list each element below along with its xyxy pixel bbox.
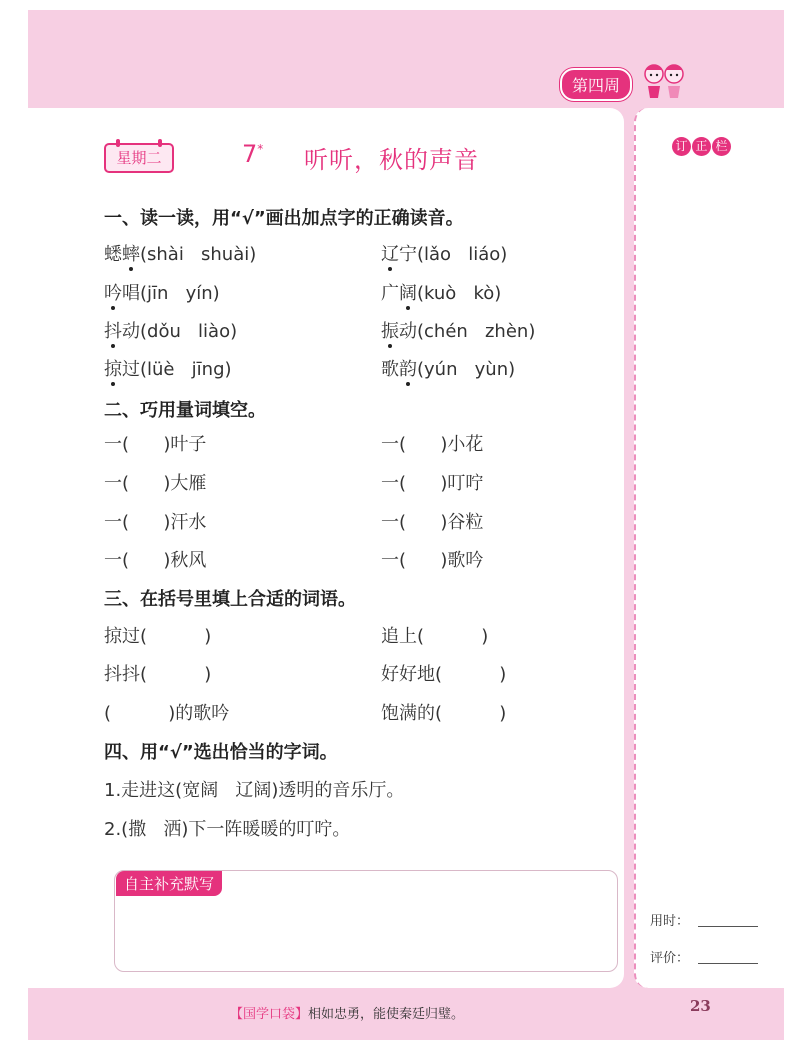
pinyin-options[interactable]: (shài shuài)	[140, 244, 257, 265]
character: 广	[381, 283, 399, 304]
pinyin-options[interactable]: (chén zhèn)	[417, 321, 536, 342]
section3-heading: 三、在括号里填上合适的词语。	[104, 589, 356, 610]
pronunciation-item	[381, 240, 507, 266]
pronunciation-item	[104, 355, 232, 381]
measure-word-item: 一( )歌吟	[381, 550, 484, 571]
pronunciation-item	[104, 240, 256, 266]
pronunciation-item	[104, 279, 220, 305]
eval-line[interactable]	[698, 963, 758, 964]
pronunciation-item	[381, 279, 501, 305]
correction-panel	[634, 108, 784, 988]
measure-word-item: 一( )谷粒	[381, 512, 484, 533]
day-tag: 星期二	[104, 143, 174, 173]
fill-word-item: 抖抖( )	[104, 664, 212, 685]
pinyin-options[interactable]: (kuò kò)	[417, 283, 502, 304]
eval-label: 评价：	[650, 951, 690, 966]
fill-word-item: 好好地( )	[381, 664, 507, 685]
measure-word-item: 一( )小花	[381, 434, 484, 455]
dotted-character: 阔	[399, 283, 417, 304]
measure-word-item: 一( )秋风	[104, 550, 207, 571]
dotted-character: 蟀	[122, 244, 140, 265]
character: 蟋	[104, 244, 122, 265]
fill-word-item: 饱满的( )	[381, 703, 507, 724]
correction-char: 订	[672, 137, 691, 156]
fill-word-item: 掠过( )	[104, 626, 212, 647]
pronunciation-item	[381, 355, 515, 381]
dotted-character: 韵	[399, 359, 417, 380]
pinyin-options[interactable]: (dǒu liào)	[140, 321, 238, 342]
measure-word-item: 一( )叶子	[104, 434, 207, 455]
pinyin-options[interactable]: (jīn yín)	[140, 283, 220, 304]
time-label: 用时：	[650, 914, 690, 929]
section2-heading: 二、巧用量词填空。	[104, 400, 266, 421]
lesson-title: 听听，秋的声音	[304, 146, 479, 174]
character: 动	[122, 321, 140, 342]
pinyin-options[interactable]: (lüè jīng)	[140, 359, 232, 380]
dotted-character: 抖	[104, 321, 122, 342]
character: 宁	[399, 244, 417, 265]
character: 歌	[381, 359, 399, 380]
fill-word-item: ( )的歌吟	[104, 703, 230, 724]
measure-word-item: 一( )叮咛	[381, 473, 484, 494]
pinyin-options[interactable]: (lǎo liáo)	[417, 244, 508, 265]
choice-item: 2.(撒 洒)下一阵暖暖的叮咛。	[104, 819, 351, 840]
correction-column-title	[672, 137, 731, 156]
time-line[interactable]	[698, 926, 758, 927]
pronunciation-item	[104, 317, 237, 343]
pinyin-options[interactable]: (yún yùn)	[417, 359, 516, 380]
dotted-character: 掠	[104, 359, 122, 380]
mascot-icon	[640, 60, 690, 100]
week-badge: 第四周	[560, 68, 632, 101]
page-number: 23	[690, 997, 711, 1015]
dotted-character: 吟	[104, 283, 122, 304]
correction-char: 正	[692, 137, 711, 156]
section1-heading: 一、读一读，用“√”画出加点字的正确读音。	[104, 208, 464, 229]
footer-quote: 【国学口袋】相如忠勇，能使秦廷归璧。	[230, 1007, 465, 1022]
dotted-character: 振	[381, 321, 399, 342]
character: 唱	[122, 283, 140, 304]
lesson-number: 7*	[242, 140, 264, 168]
correction-char: 栏	[712, 137, 731, 156]
measure-word-item: 一( )大雁	[104, 473, 207, 494]
dotted-character: 辽	[381, 244, 399, 265]
section4-heading: 四、用“√”选出恰当的字词。	[104, 742, 338, 763]
character: 过	[122, 359, 140, 380]
character: 动	[399, 321, 417, 342]
pronunciation-item	[381, 317, 535, 343]
fill-word-item: 追上( )	[381, 626, 489, 647]
measure-word-item: 一( )汗水	[104, 512, 207, 533]
supplement-label: 自主补充默写	[116, 871, 222, 896]
choice-item: 1.走进这(宽阔 辽阔)透明的音乐厅。	[104, 780, 405, 801]
